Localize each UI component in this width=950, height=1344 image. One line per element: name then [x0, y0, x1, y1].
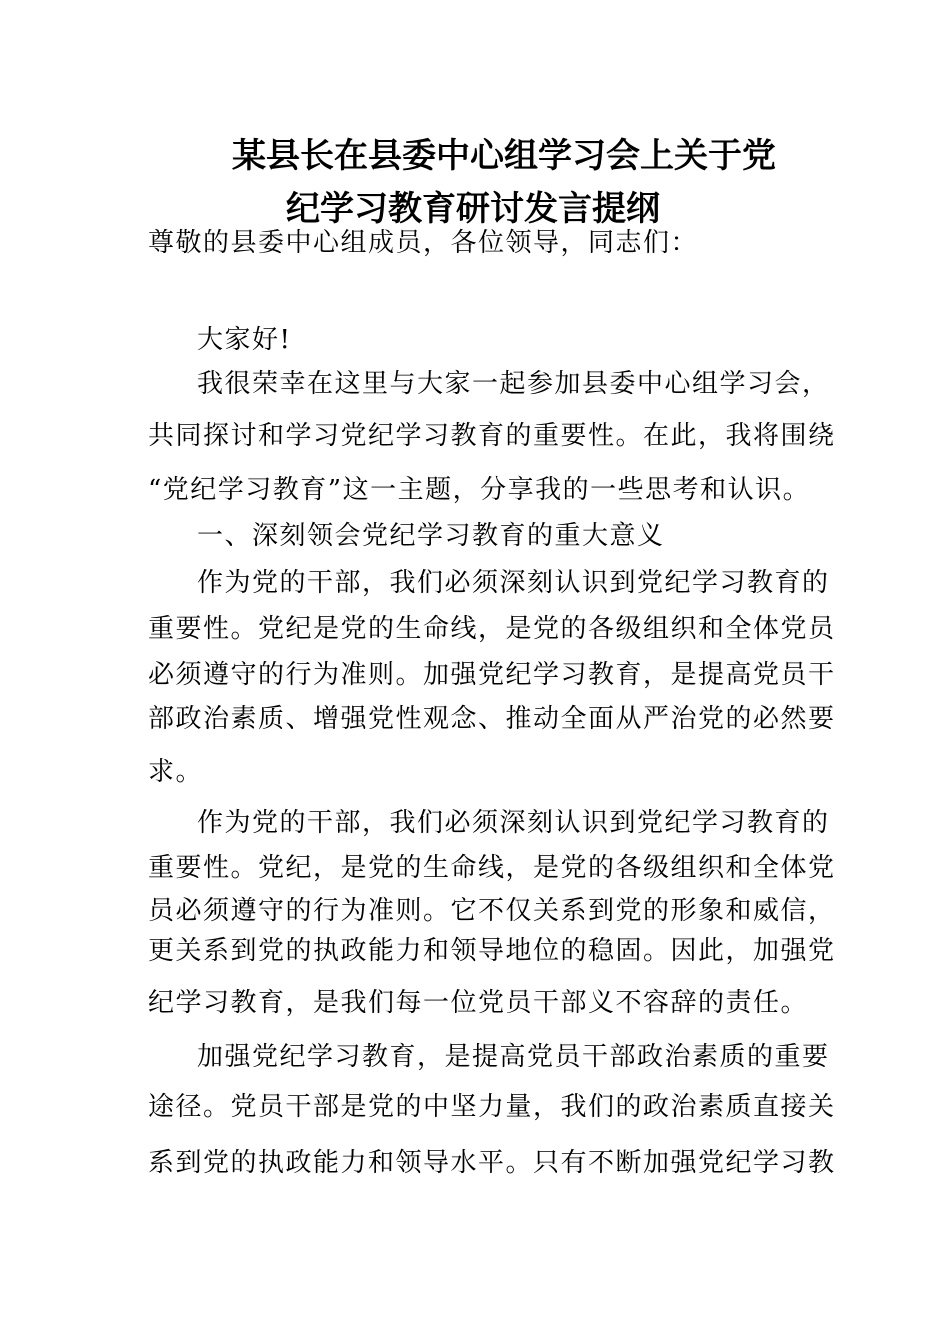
paragraph-3-line-4: 更关系到党的执政能力和领导地位的稳固。因此，加强党 [148, 936, 836, 966]
paragraph-3-line-5: 纪学习教育，是我们每一位党员干部义不容辞的责任。 [148, 988, 809, 1018]
paragraph-1-line-2: 共同探讨和学习党纪学习教育的重要性。在此，我将围绕 [148, 421, 836, 451]
paragraph-4-line-3: 系到党的执政能力和领导水平。只有不断加强党纪学习教 [148, 1148, 836, 1178]
greeting: 大家好! [197, 325, 292, 355]
paragraph-3-line-1: 作为党的干部，我们必须深刻认识到党纪学习教育的 [197, 808, 830, 838]
paragraph-4-line-1: 加强党纪学习教育，是提高党员干部政治素质的重要 [197, 1042, 830, 1072]
paragraph-2-line-5: 求。 [148, 757, 204, 787]
paragraph-1-line-3: “党纪学习教育”这一主题，分享我的一些思考和认识。 [148, 475, 811, 505]
document-title-line-2: 纪学习教育研讨发言提纲 [286, 189, 660, 229]
paragraph-2-line-4: 部政治素质、增强党性观念、推动全面从严治党的必然要 [148, 704, 836, 734]
section-heading-1: 一、深刻领会党纪学习教育的重大意义 [197, 521, 665, 551]
salutation: 尊敬的县委中心组成员，各位领导，同志们： [148, 228, 699, 258]
paragraph-4-line-2: 途径。党员干部是党的中坚力量，我们的政治素质直接关 [148, 1092, 836, 1122]
paragraph-3-line-3: 员必须遵守的行为准则。它不仅关系到党的形象和威信， [148, 896, 836, 926]
paragraph-3-line-2: 重要性。党纪，是党的生命线，是党的各级组织和全体党 [148, 853, 836, 883]
paragraph-2-line-2: 重要性。党纪是党的生命线，是党的各级组织和全体党员 [148, 614, 836, 644]
paragraph-2-line-3: 必须遵守的行为准则。加强党纪学习教育，是提高党员干 [148, 660, 836, 690]
paragraph-2-line-1: 作为党的干部，我们必须深刻认识到党纪学习教育的 [197, 568, 830, 598]
document-title-line-1: 某县长在县委中心组学习会上关于党 [232, 136, 776, 176]
paragraph-1-line-1: 我很荣幸在这里与大家一起参加县委中心组学习会， [197, 369, 830, 399]
